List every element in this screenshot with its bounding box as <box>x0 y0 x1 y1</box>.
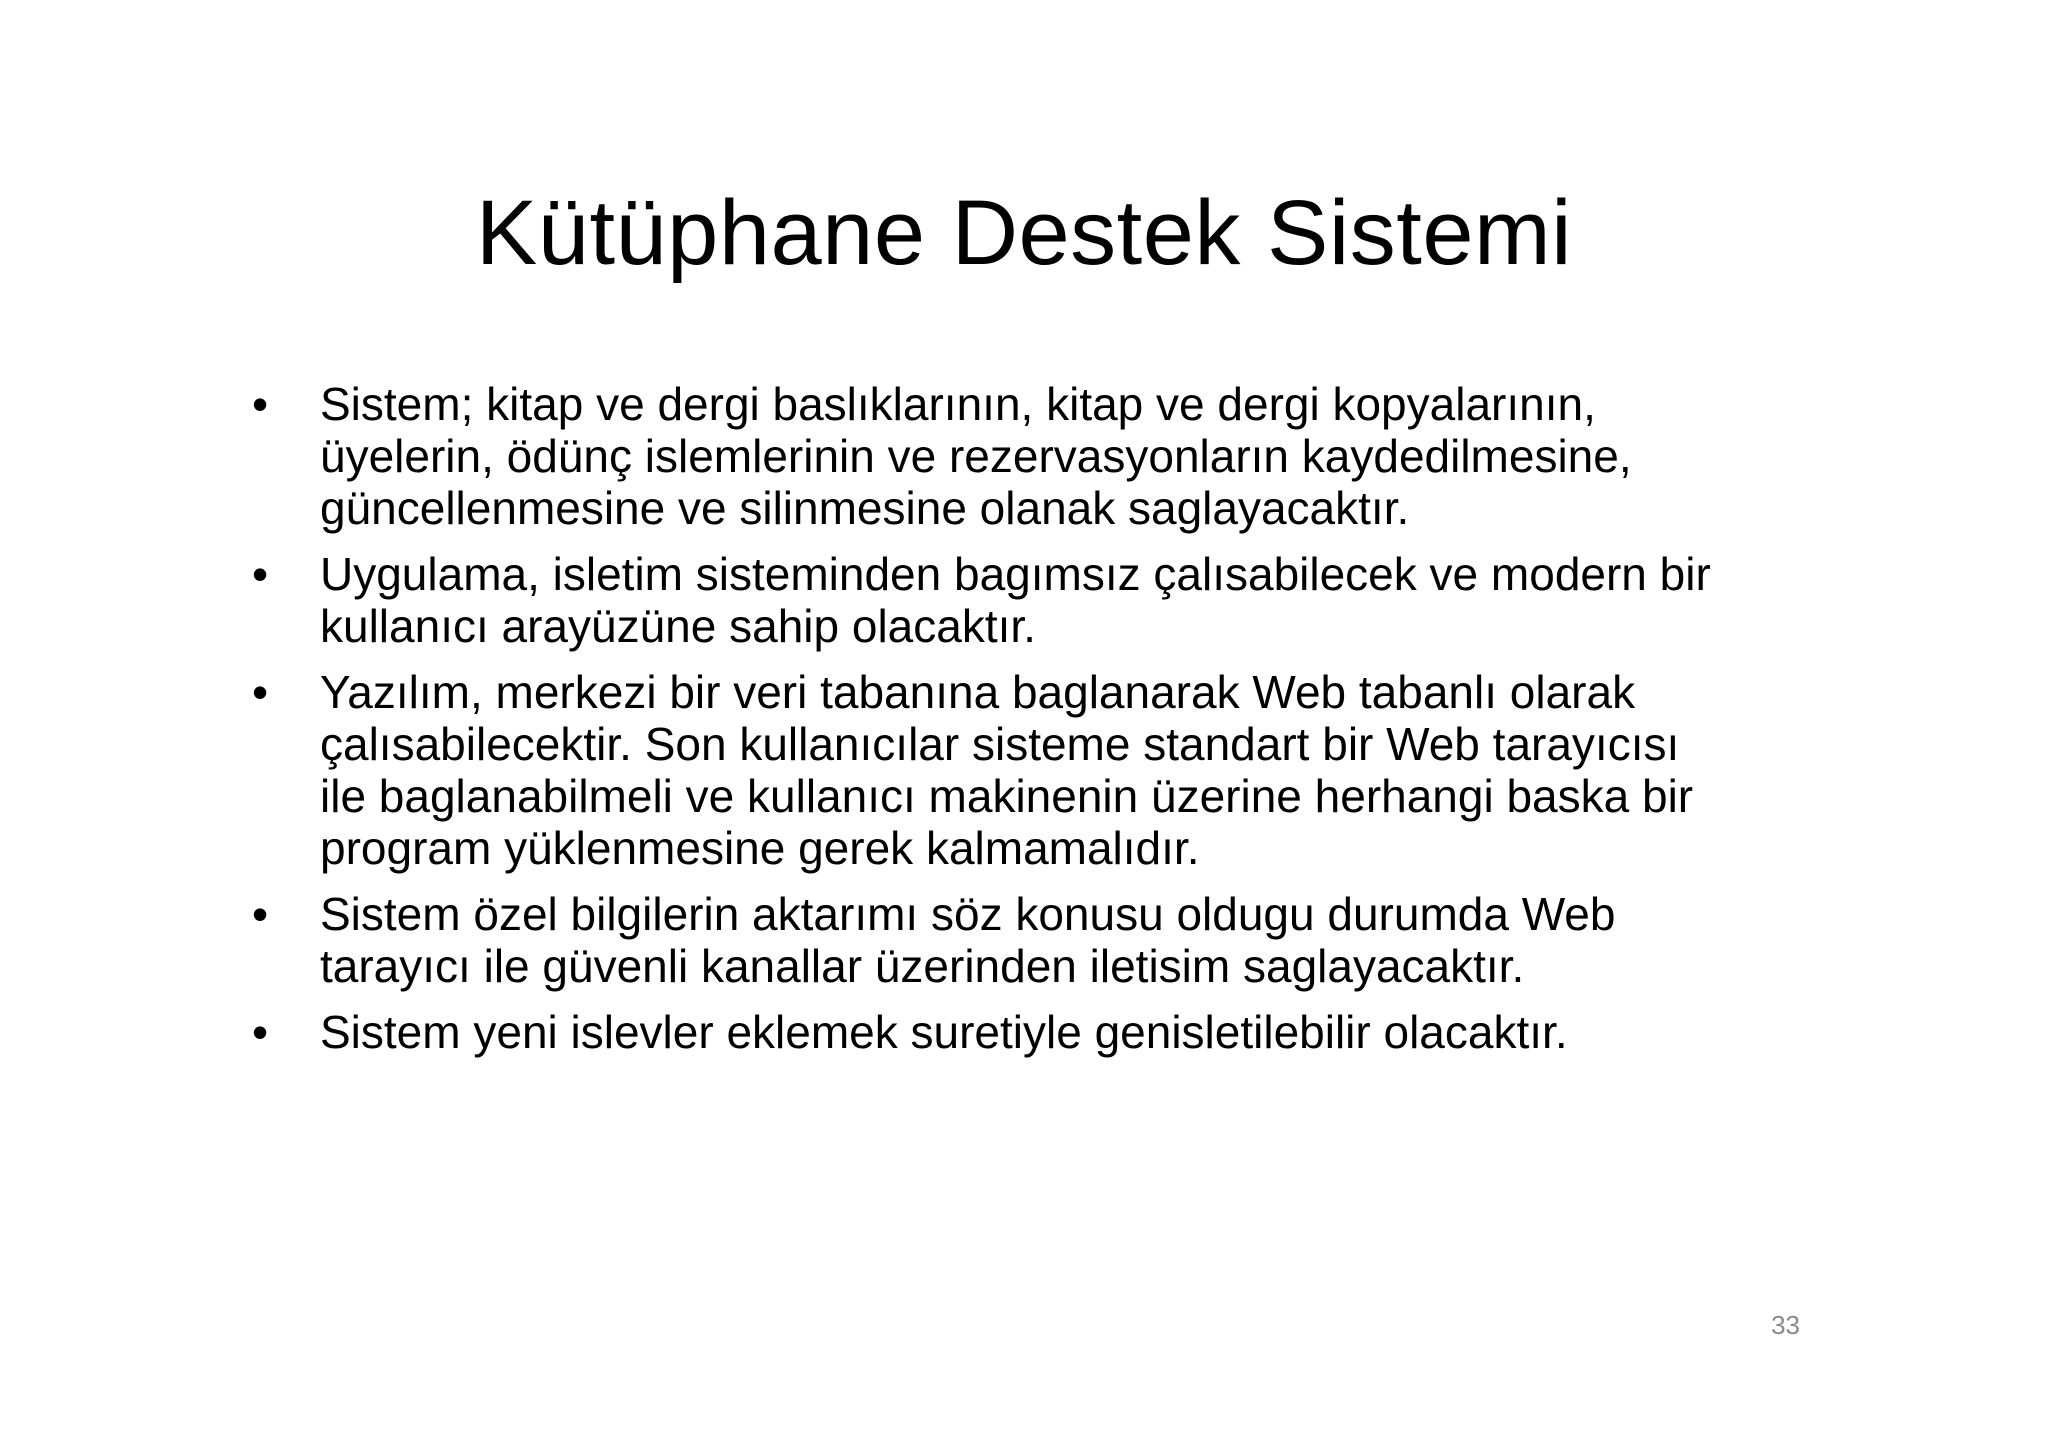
bullet-item <box>252 666 1812 874</box>
page-number: 33 <box>1771 1310 1800 1340</box>
bullet-dot-icon: • <box>252 378 269 430</box>
bullet-dot-icon: • <box>252 666 269 718</box>
bullet-list <box>252 378 1812 1072</box>
bullet-text: Yazılım, merkezi bir veri tabanına baglanarak Web tabanlı olarak çalısabilecektir. Son kullanıcılar sisteme standart bir Web tarayıcısı ile baglanabilmeli ve kullanıcı makinenin üzerine herhangi baska bir program yüklenmesine gerek kalmamalıdır. <box>320 666 1694 874</box>
bullet-text: Sistem; kitap ve dergi baslıklarının, kitap ve dergi kopyalarının, üyelerin, ödünç islemlerinin ve rezervasyonların kaydedilmesine, güncellenmesine ve silinmesine olanak saglayacaktır. <box>320 378 1632 534</box>
bullet-item <box>252 888 1812 992</box>
bullet-item <box>252 378 1812 534</box>
bullet-dot-icon: • <box>252 548 269 600</box>
slide-title: Kütüphane Destek Sistemi <box>475 182 1573 284</box>
bullet-text: Sistem yeni islevler eklemek suretiyle genisletilebilir olacaktır. <box>320 1006 1568 1058</box>
bullet-item <box>252 1006 1812 1058</box>
bullet-dot-icon: • <box>252 1006 269 1058</box>
bullet-text: Sistem özel bilgilerin aktarımı söz konusu oldugu durumda Web tarayıcı ile güvenli kanallar üzerinden iletisim saglayacaktır. <box>320 888 1616 992</box>
bullet-dot-icon: • <box>252 888 269 940</box>
bullet-text: Uygulama, isletim sisteminden bagımsız çalısabilecek ve modern bir kullanıcı arayüzüne sahip olacaktır. <box>320 548 1711 652</box>
bullet-item <box>252 548 1812 652</box>
